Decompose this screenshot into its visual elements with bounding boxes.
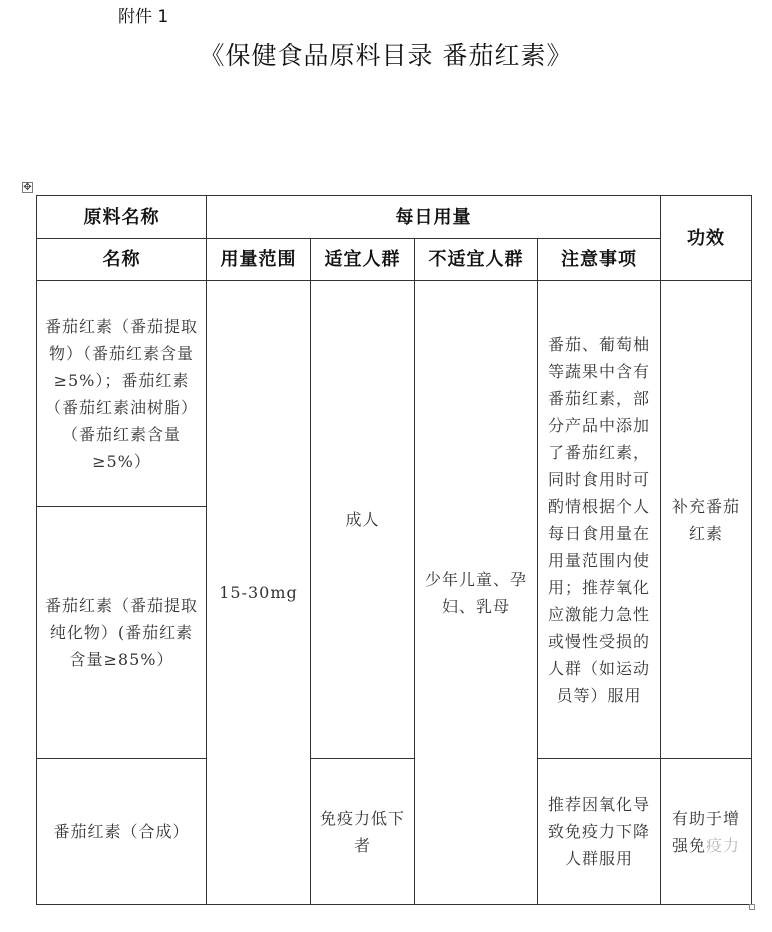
header-unsuitable-population: 不适宜人群 — [415, 239, 538, 281]
name-cell: 番茄红素（番茄提取物）（番茄红素含量≥5%）；番茄红素（番茄红素油树脂）（番茄红素含量≥5%） — [37, 281, 207, 507]
function-cell: 补充番茄红素 — [661, 281, 752, 759]
header-daily-dosage: 每日用量 — [207, 196, 661, 239]
header-name: 名称 — [37, 239, 207, 281]
name-cell: 番茄红素（番茄提取纯化物）(番茄红素含量≥85%） — [37, 507, 207, 759]
table-resize-handle[interactable] — [749, 904, 755, 910]
table-move-handle-icon[interactable]: ✥ — [23, 182, 32, 193]
function-cell — [661, 759, 752, 905]
header-function: 功效 — [661, 196, 752, 281]
precautions-cell: 番茄、葡萄柚等蔬果中含有番茄红素，部分产品中添加了番茄红素，同时食用时可酌情根据个人每日食用量在用量范围内使用；推荐氧化应激能力急性或慢性受损的人群（如运动员等）服用 — [538, 281, 661, 759]
page-title: 《保健食品原料目录 番茄红素》 — [199, 41, 573, 70]
header-row-2 — [37, 239, 752, 281]
table-row — [37, 281, 752, 507]
header-dosage-range: 用量范围 — [207, 239, 311, 281]
header-suitable-population: 适宜人群 — [311, 239, 415, 281]
header-row-1 — [37, 196, 752, 239]
precautions-cell: 推荐因氧化导致免疫力下降人群服用 — [538, 759, 661, 905]
dosage-range-cell: 15-30mg — [207, 281, 311, 905]
suitable-population-cell: 免疫力低下者 — [311, 759, 415, 905]
name-cell: 番茄红素（合成） — [37, 759, 207, 905]
unsuitable-population-cell: 少年儿童、孕妇、乳母 — [415, 281, 538, 905]
header-raw-material-name: 原料名称 — [37, 196, 207, 239]
header-precautions: 注意事项 — [538, 239, 661, 281]
attachment-label: 附件 1 — [118, 7, 169, 27]
function-text: 有助于增强免 — [671, 808, 740, 855]
raw-material-table — [36, 195, 752, 905]
table-row — [37, 759, 752, 905]
function-text-faded: 疫力 — [706, 835, 741, 855]
suitable-population-cell: 成人 — [311, 281, 415, 759]
